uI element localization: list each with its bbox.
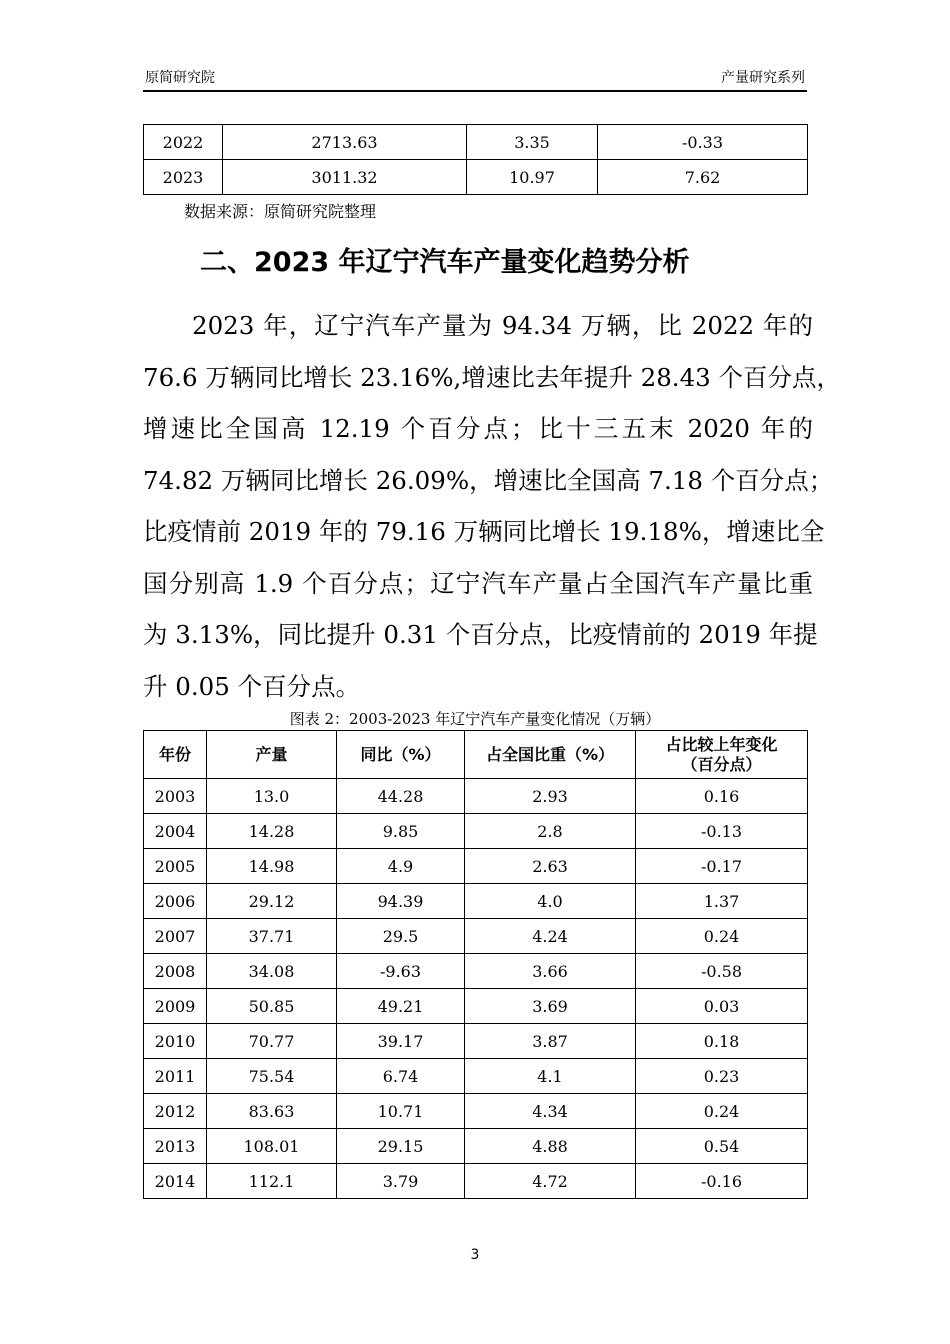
body-paragraph: [143, 300, 842, 712]
table-cell: 50.85: [207, 989, 337, 1024]
table-cell: 4.1: [465, 1059, 636, 1094]
table-row: [144, 989, 808, 1024]
table-cell: 4.34: [465, 1094, 636, 1129]
table-cell: 2013: [144, 1129, 207, 1164]
table-cell: 9.85: [337, 814, 465, 849]
table-cell: 0.18: [636, 1024, 808, 1059]
table-cell: 4.24: [465, 919, 636, 954]
table-cell: 3.66: [465, 954, 636, 989]
table-cell: -0.13: [636, 814, 808, 849]
table-caption: 图表 2：2003-2023 年辽宁汽车产量变化情况（万辆）: [289, 710, 661, 728]
header-org: 原简研究院: [145, 70, 215, 86]
table-cell: 0.23: [636, 1059, 808, 1094]
table-cell: 3011.32: [223, 160, 467, 195]
table-cell: 2009: [144, 989, 207, 1024]
continued-table: [143, 124, 808, 195]
table-cell: 2011: [144, 1059, 207, 1094]
table-cell: 0.54: [636, 1129, 808, 1164]
table-cell: 2.8: [465, 814, 636, 849]
table-cell: 2713.63: [223, 125, 467, 160]
table-row: [144, 1129, 808, 1164]
table-cell: 6.74: [337, 1059, 465, 1094]
table-cell: 2022: [144, 125, 223, 160]
table-cell: -0.17: [636, 849, 808, 884]
table-row: [144, 160, 808, 195]
column-header-yoy: 同比（%）: [337, 731, 465, 779]
table-cell: 3.69: [465, 989, 636, 1024]
table-row: [144, 1094, 808, 1129]
table-cell: 2008: [144, 954, 207, 989]
table-cell: 3.87: [465, 1024, 636, 1059]
table-cell: 4.88: [465, 1129, 636, 1164]
paragraph-line: 74.82 万辆同比增长 26.09%，增速比全国高 7.18 个百分点；: [143, 465, 834, 495]
column-header-year: 年份: [144, 731, 207, 779]
table-row: [144, 1164, 808, 1199]
table-row: [144, 1059, 808, 1094]
table-cell: 39.17: [337, 1024, 465, 1059]
table-cell: 13.0: [207, 779, 337, 814]
paragraph-line: 为 3.13%，同比提升 0.31 个百分点，比疫情前的 2019 年提: [143, 620, 818, 649]
header-line: （百分点）: [681, 754, 762, 774]
page-header: [143, 64, 807, 92]
table-cell: 108.01: [207, 1129, 337, 1164]
table-cell: 14.98: [207, 849, 337, 884]
table-row: [144, 1024, 808, 1059]
column-header-output: 产量: [207, 731, 337, 779]
table-cell: 10.71: [337, 1094, 465, 1129]
table-row: [144, 884, 808, 919]
table-cell: 2007: [144, 919, 207, 954]
table-row: [144, 814, 808, 849]
table-cell: 2003: [144, 779, 207, 814]
table-cell: 2.93: [465, 779, 636, 814]
table-cell: 2.63: [465, 849, 636, 884]
table-cell: 29.15: [337, 1129, 465, 1164]
table-cell: 2006: [144, 884, 207, 919]
table-cell: 75.54: [207, 1059, 337, 1094]
table-cell: 4.72: [465, 1164, 636, 1199]
table-row: [144, 125, 808, 160]
table-row: [144, 779, 808, 814]
table-cell: 4.0: [465, 884, 636, 919]
table-cell: 1.37: [636, 884, 808, 919]
table-cell: -0.16: [636, 1164, 808, 1199]
table-cell: 49.21: [337, 989, 465, 1024]
table-cell: 0.24: [636, 1094, 808, 1129]
table-cell: 29.12: [207, 884, 337, 919]
table-cell: 112.1: [207, 1164, 337, 1199]
table-cell: -0.33: [598, 125, 808, 160]
table-cell: 34.08: [207, 954, 337, 989]
table-header-row: [144, 731, 808, 779]
paragraph-line: 升 0.05 个百分点。: [143, 671, 361, 701]
paragraph-line: 76.6 万辆同比增长 23.16%,增速比去年提升 28.43 个百分点，: [143, 362, 842, 392]
table-cell: 4.9: [337, 849, 465, 884]
table-cell: 2010: [144, 1024, 207, 1059]
table-cell: 70.77: [207, 1024, 337, 1059]
table-cell: 2005: [144, 849, 207, 884]
table-cell: 14.28: [207, 814, 337, 849]
section-heading: 二、2023 年辽宁汽车产量变化趋势分析: [200, 247, 690, 278]
table-cell: 0.24: [636, 919, 808, 954]
table-cell: 2012: [144, 1094, 207, 1129]
header-series: 产量研究系列: [721, 70, 805, 86]
table-row: [144, 849, 808, 884]
paragraph-line: 比疫情前 2019 年的 79.16 万辆同比增长 19.18%，增速比全: [143, 517, 825, 546]
table-cell: -0.58: [636, 954, 808, 989]
production-table: [143, 730, 808, 1199]
table-cell: 0.03: [636, 989, 808, 1024]
header-line: 占比较上年变化: [665, 734, 778, 754]
column-header-share-change: [636, 731, 808, 779]
table-cell: 0.16: [636, 779, 808, 814]
data-source-note: 数据来源：原简研究院整理: [184, 202, 377, 221]
table-cell: 83.63: [207, 1094, 337, 1129]
column-header-national-share: 占全国比重（%）: [465, 731, 636, 779]
table-cell: 2004: [144, 814, 207, 849]
table-row: [144, 954, 808, 989]
table-cell: 10.97: [467, 160, 598, 195]
paragraph-line: 2023 年，辽宁汽车产量为 94.34 万辆，比 2022 年的: [192, 311, 813, 340]
table-cell: 94.39: [337, 884, 465, 919]
table-cell: 3.35: [467, 125, 598, 160]
table-cell: 44.28: [337, 779, 465, 814]
table-cell: 7.62: [598, 160, 808, 195]
paragraph-line: 增速比全国高 12.19 个百分点；比十三五末 2020 年的: [143, 414, 813, 443]
table-cell: 37.71: [207, 919, 337, 954]
page-number: 3: [470, 1247, 480, 1263]
table-cell: 3.79: [337, 1164, 465, 1199]
paragraph-line: 国分别高 1.9 个百分点；辽宁汽车产量占全国汽车产量比重: [143, 568, 813, 598]
table-cell: -9.63: [337, 954, 465, 989]
table-cell: 2023: [144, 160, 223, 195]
table-row: [144, 919, 808, 954]
table-cell: 2014: [144, 1164, 207, 1199]
table-cell: 29.5: [337, 919, 465, 954]
